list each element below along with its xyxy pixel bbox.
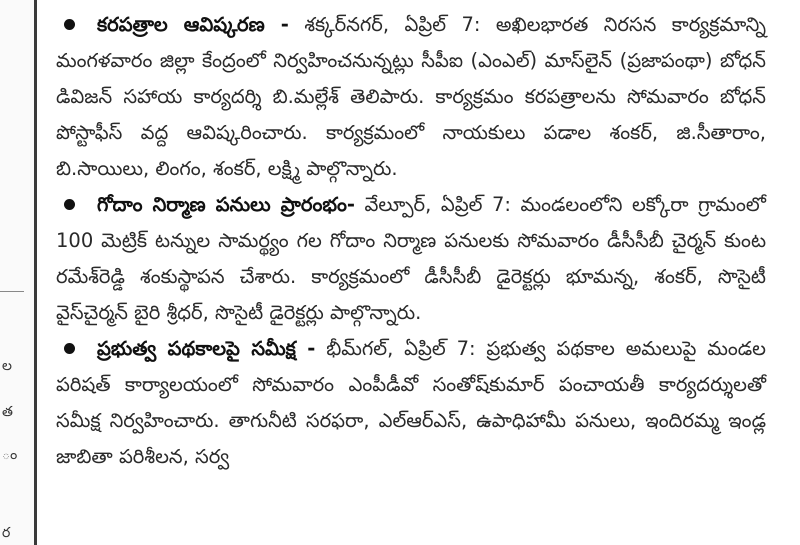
bullet-icon — [64, 343, 75, 354]
news-body: శక్కర్‌నగర్‌, ఏప్రిల్‌ 7: అఖిలభారత నిరసన కార్యక్రమాన్ని మంగళవారం జిల్లా కేంద్రంలో నిర్వహించనున్నట్లు సీపీఐ (ఎంఎల్‌) మాస్‌లైన్‌ (ప్రజాపంథా) బోధన్‌ డివిజన్‌ సహాయ కార్యదర్శి బి.మల్లేశ్‌ తెలిపారు. కార్యక్రమం కరపత్రాలను సోమవారం బోధన్‌ పోస్టాఫీస్‌ వద్ద ఆవిష్కరించారు. కార్యక్రమంలో నాయకులు పడాల శంకర్‌, జి.సీతారాం, బి.సాయిలు, లింగం, శంకర్‌, లక్ష్మి పాల్గొన్నారు. — [56, 13, 767, 180]
adjacent-column-edge — [0, 0, 34, 545]
adjacent-column-fragment: త — [2, 404, 13, 420]
news-item — [56, 331, 766, 475]
news-item — [56, 7, 766, 187]
news-column — [56, 7, 766, 475]
news-item — [56, 187, 766, 331]
column-rule — [34, 0, 37, 545]
news-body: భీమ్‌గల్‌, ఏప్రిల్‌ 7: ప్రభుత్వ పథకాల అమలుపై మండల పరిషత్‌ కార్యాలయంలో సోమవారం ఎంపీడీవో సంతోష్‌కుమార్‌ పంచాయతీ కార్యదర్శులతో సమీక్ష నిర్వహించారు. తాగునీటి సరఫరా, ఎల్‌ఆర్‌ఎస్‌, ఉపాధిహామీ పనులు, ఇందిరమ్మ ఇండ్ల జాబితా పరిశీలన, సర్వ — [56, 337, 766, 468]
news-headline: ప్రభుత్వ పథకాలపై సమీక్ష - — [97, 337, 316, 360]
section-divider — [0, 291, 24, 292]
adjacent-column-fragment: ం — [2, 447, 18, 463]
adjacent-column-fragment: ర — [2, 525, 11, 541]
news-headline: కరపత్రాల ఆవిష్కరణ - — [97, 13, 289, 36]
news-headline: గోదాం నిర్మాణ పనులు ప్రారంభం- — [97, 193, 355, 216]
news-body: వేల్పూర్‌, ఏప్రిల్‌ 7: మండలంలోని లక్కోరా గ్రామంలో 100 మెట్రిక్‌ టన్నుల సామర్థ్యం గల గోదాం నిర్మాణ పనులకు సోమవారం డీసీసీబీ చైర్మన్‌ కుంట రమేశ్‌రెడ్డి శంకుస్థాపన చేశారు. కార్యక్రమంలో డీసీసీబీ డైరెక్టర్లు భూమన్న, శంకర్‌, సొసైటీ వైస్‌చైర్మన్‌ బైరి శ్రీధర్‌, సొసైటీ డైరెక్టర్లు పాల్గొన్నారు. — [56, 193, 767, 324]
adjacent-column-fragment: ల — [2, 358, 12, 374]
bullet-icon — [64, 19, 75, 30]
bullet-icon — [64, 199, 75, 210]
